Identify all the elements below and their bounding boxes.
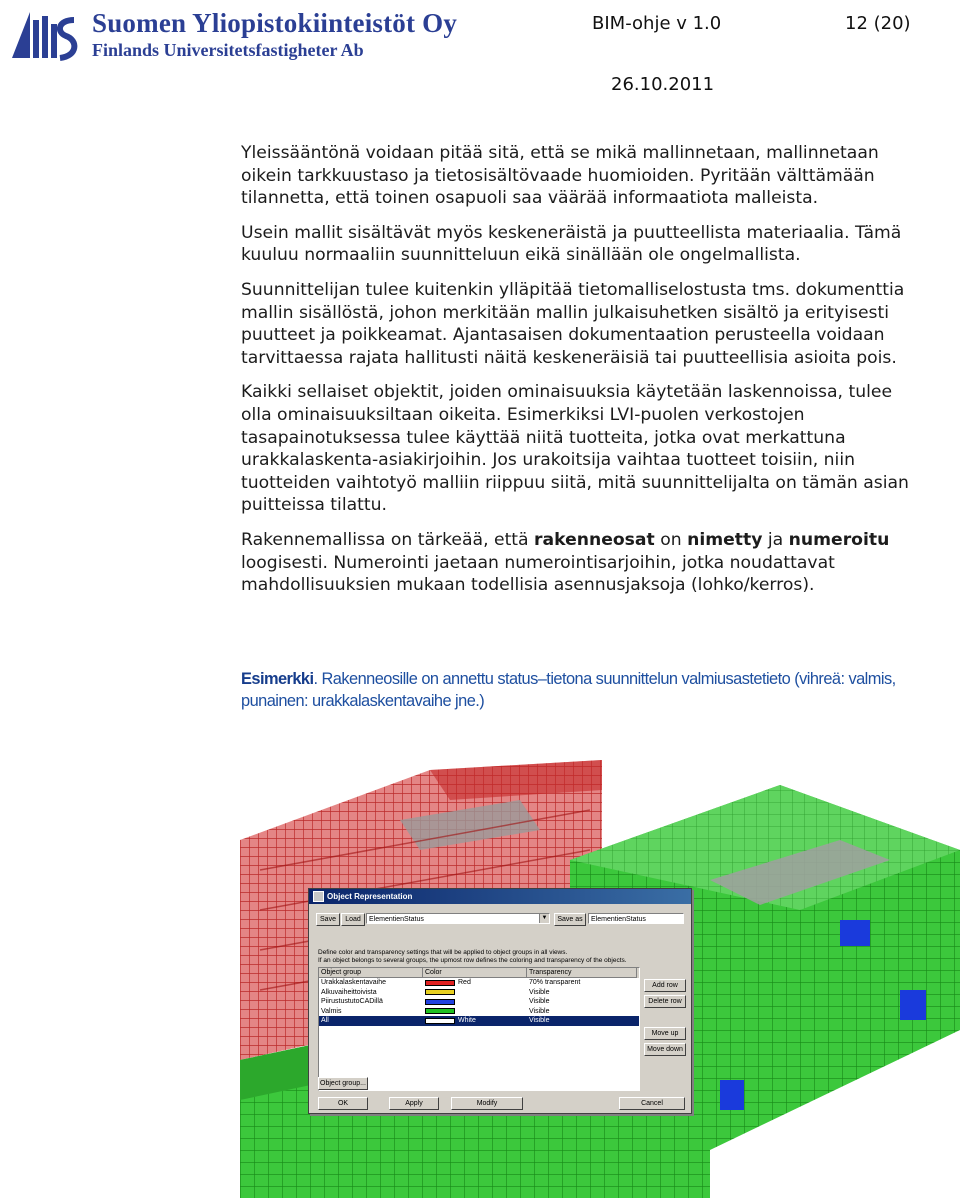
settings-dropdown[interactable] xyxy=(366,913,550,924)
chevron-down-icon[interactable]: ▼ xyxy=(539,914,549,923)
row-transparency[interactable]: Visible xyxy=(529,998,550,1005)
row-color[interactable] xyxy=(423,1007,527,1017)
row-transparency[interactable]: Visible xyxy=(529,1017,550,1024)
load-button[interactable]: Load xyxy=(341,913,365,926)
save-as-button[interactable]: Save as xyxy=(554,913,586,926)
paragraph-text: loogisesti. Numerointi jaetaan numerointisarjoihin, jotka noudattavat mahdollisuuksien mukaan todellisia asennusjaksoja (lohko/kerros). xyxy=(241,552,835,596)
settings-dropdown-value: ElementienStatus xyxy=(369,916,424,923)
object-representation-dialog xyxy=(308,888,692,1114)
save-as-name-field[interactable]: ElementienStatus xyxy=(588,913,684,924)
cancel-button[interactable]: Cancel xyxy=(619,1097,685,1110)
color-swatch xyxy=(425,989,455,995)
paragraph-text: Rakennemallissa on tärkeää, että xyxy=(241,529,535,550)
row-object-group: Urakkalaskentavaihe xyxy=(321,979,386,986)
paragraph: Yleissääntönä voidaan pitää sitä, että se mikä mallinnetaan, mallinnetaan oikein tarkkuustaso ja tietosisältövaade huomioiden. Pyritään välttämään tilannetta, että toinen osapuoli saa väärää informaatiota malleista. xyxy=(241,143,879,209)
paragraph-structural-model xyxy=(241,529,921,597)
column-header-color[interactable]: Color xyxy=(423,968,527,978)
table-row[interactable] xyxy=(319,1007,639,1017)
column-header-object-group[interactable]: Object group xyxy=(319,968,423,978)
color-name: Red xyxy=(458,979,471,986)
paragraph: Suunnittelijan tulee kuitenkin ylläpitää tietomalliselostusta tms. dokumenttia mallin sisällöstä, johon merkitään mallin julkaisuhetken sisältö ja erityisesti puutteet ja poikkeamat. Ajantasaisen dokumentaation perusteella voidaan tarvittaessa rajata hallitusti näitä keskeneräisiä tai puutteellisia asioita pois. xyxy=(241,279,905,368)
save-button[interactable]: Save xyxy=(316,913,340,926)
move-up-button[interactable]: Move up xyxy=(644,1027,686,1040)
paragraph: Usein mallit sisältävät myös keskeneräistä ja puutteellista materiaalia. Tämä kuuluu normaaliin suunnitteluun eikä sinällään ole ongelmallista. xyxy=(241,222,902,266)
ok-button[interactable]: OK xyxy=(318,1097,368,1110)
row-color[interactable] xyxy=(423,997,527,1007)
table-row-selected[interactable] xyxy=(319,1016,639,1026)
emphasis-nimetty: nimetty xyxy=(687,529,763,550)
color-name: White xyxy=(458,1017,476,1024)
row-transparency[interactable]: 70% transparent xyxy=(529,979,581,986)
body-text xyxy=(241,142,921,609)
document-date: 26.10.2011 xyxy=(611,74,715,95)
move-down-button[interactable]: Move down xyxy=(644,1043,686,1056)
row-transparency[interactable]: Visible xyxy=(529,1007,550,1015)
example-caption xyxy=(241,668,931,712)
color-swatch xyxy=(425,1018,455,1024)
object-group-button[interactable]: Object group... xyxy=(318,1077,368,1090)
row-object-group: Valmis xyxy=(321,1007,342,1015)
add-row-button[interactable]: Add row xyxy=(644,979,686,992)
modify-button[interactable]: Modify xyxy=(451,1097,523,1110)
emphasis-rakenneosat: rakenneosat xyxy=(534,529,655,550)
organization-name-swedish: Finlands Universitetsfastigheter Ab xyxy=(92,40,364,60)
dialog-description xyxy=(318,949,668,965)
dialog-titlebar xyxy=(309,889,691,904)
document-title: BIM-ohje v 1.0 xyxy=(592,13,722,34)
table-row[interactable] xyxy=(319,978,639,988)
example-label: Esimerkki xyxy=(241,670,314,688)
row-object-group: Alkuvaiheittoivista xyxy=(321,988,377,996)
delete-row-button[interactable]: Delete row xyxy=(644,995,686,1008)
row-color[interactable] xyxy=(423,978,527,988)
paragraph: Kaikki sellaiset objektit, joiden ominaisuuksia käytetään laskennoissa, tulee olla ominaisuuksiltaan oikeita. Esimerkiksi LVI-puolen verkostojen tasapainotuksessa tulee käyttää niitä tuotteita, jotka ovat merkattuna urakkalaskenta-asiakirjoihin. Jos urakoitsija vaihtaa tuotteet toisiin, niin tuotteiden vaihtotyö malliin riippuu siitä, mitä suunnittelijalta on tämän asian puitteissa tilattu. xyxy=(241,382,909,516)
color-swatch xyxy=(425,999,455,1005)
dialog-title: Object Representation xyxy=(327,892,413,901)
row-object-group: PiirustustutoCADillä xyxy=(321,998,383,1005)
app-icon xyxy=(313,891,324,902)
row-transparency[interactable]: Visible xyxy=(529,988,550,996)
color-swatch xyxy=(425,980,455,986)
object-group-table xyxy=(318,967,640,1091)
row-object-group: All xyxy=(321,1017,329,1024)
color-swatch xyxy=(425,1008,455,1014)
table-row[interactable] xyxy=(319,997,639,1007)
organization-name-finnish: Suomen Yliopistokiinteistöt Oy xyxy=(92,8,458,38)
example-text: . Rakenneosille on annettu status–tietona suunnittelun valmiusastetieto (vihreä: valmis, punainen: urakkalaskentavaihe jne.) xyxy=(241,670,896,710)
table-row[interactable] xyxy=(319,988,639,998)
apply-button[interactable]: Apply xyxy=(389,1097,439,1110)
table-header xyxy=(319,968,639,978)
row-color[interactable] xyxy=(423,988,527,998)
description-line: Define color and transparency settings that will be applied to object groups in all views. xyxy=(318,949,568,956)
description-line: If an object belongs to several groups, the upmost row defines the coloring and transparency of the objects. xyxy=(318,957,627,964)
column-header-transparency[interactable]: Transparency xyxy=(527,968,637,978)
page-number: 12 (20) xyxy=(845,13,911,34)
row-color[interactable] xyxy=(423,1016,527,1026)
paragraph-text: on xyxy=(654,529,688,550)
paragraph-text: ja xyxy=(762,529,789,550)
university-properties-logo xyxy=(8,6,80,62)
emphasis-numeroitu: numeroitu xyxy=(788,529,890,550)
